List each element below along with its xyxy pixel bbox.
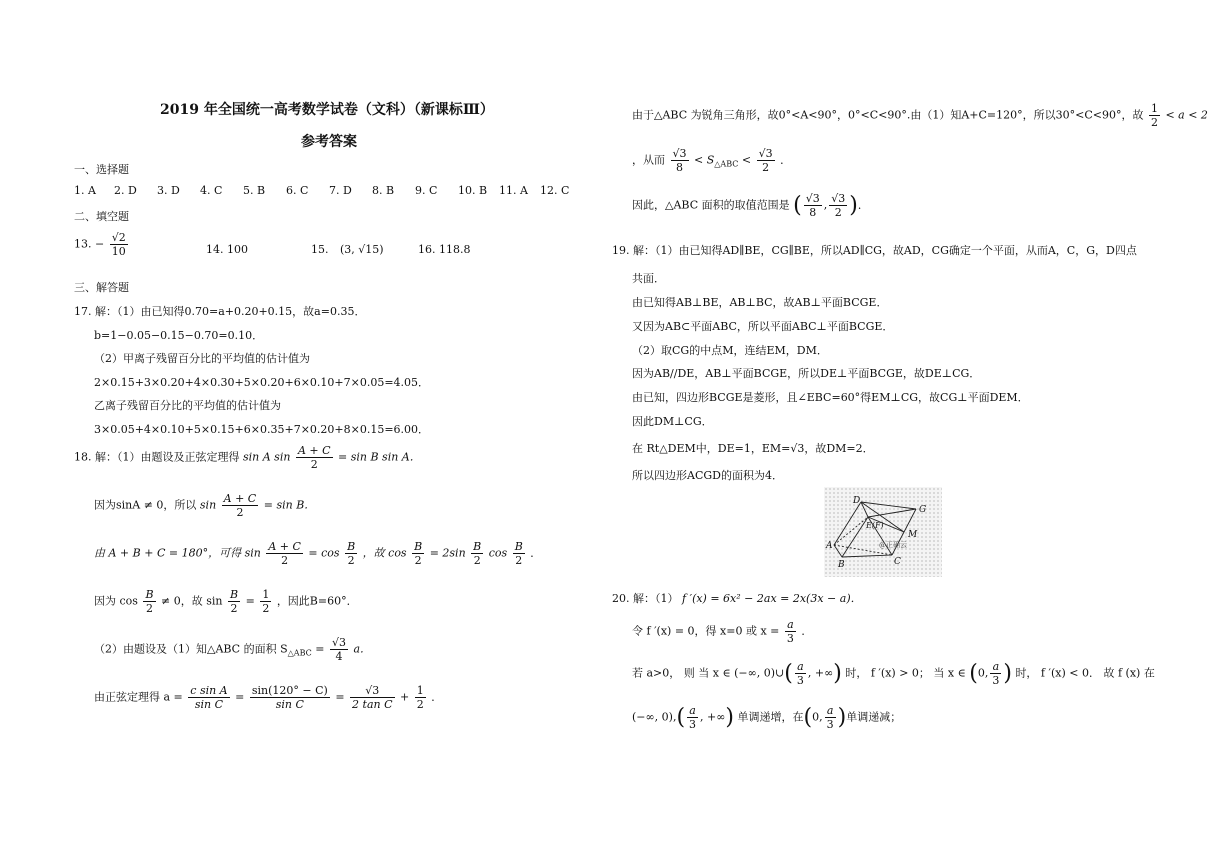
text: 因为 cos	[94, 594, 138, 608]
subscript: △ABC	[714, 159, 739, 169]
denominator: 2	[1150, 116, 1158, 129]
label-M: M	[908, 530, 918, 540]
numerator: a	[795, 660, 806, 674]
fraction	[188, 684, 229, 711]
math: sin	[244, 546, 261, 560]
q18-line-1	[74, 444, 421, 471]
numerator: √3	[831, 192, 846, 205]
text: 时， f ′(x) > 0； 当 x ∈	[845, 666, 966, 680]
mcq-answer: 1. A	[74, 184, 96, 197]
page-subtitle: 参考答案	[301, 134, 357, 150]
numerator: √3	[672, 147, 687, 160]
mcq-answer: 3. D	[157, 184, 180, 197]
right-paren: )	[1003, 661, 1012, 686]
math: = sin B sin A．	[338, 450, 421, 464]
text: 单调递增，在	[737, 710, 804, 724]
q19-line: 因为AB//DE，AB⊥平面BCGE，所以DE⊥平面BCGE，故DE⊥CG．	[632, 367, 981, 380]
numerator: a	[785, 618, 796, 632]
mcq-answer: 10. B	[458, 184, 488, 197]
text: ．	[780, 153, 792, 167]
text: ，从而	[632, 153, 665, 167]
page-title: 2019 年全国统一高考数学试卷（文科）（新课标Ⅲ）	[160, 102, 494, 118]
fraction	[471, 540, 483, 567]
math: < S	[694, 153, 715, 167]
right-paren: )	[725, 705, 735, 730]
numerator: B	[145, 588, 154, 601]
question-number: 15.	[311, 243, 329, 256]
label-EF: E(F)	[866, 521, 884, 530]
q17-line: 2×0.15+3×0.20+4×0.30+5×0.20+6×0.10+7×0.05=4.05．	[94, 376, 430, 389]
math: f ′(x) = 6x² − 2ax = 2x(3x − a)．	[682, 592, 862, 605]
denominator: 2	[230, 602, 238, 615]
text: , +∞	[700, 710, 726, 724]
mcq-answer: 11. A	[499, 184, 528, 197]
numerator: sin(120° − C)	[251, 684, 328, 697]
numerator: √3	[758, 147, 773, 160]
fraction	[110, 231, 128, 258]
label-G: G	[919, 505, 927, 515]
denominator: 3	[786, 632, 794, 645]
text: 单调递减；	[846, 710, 902, 724]
fraction	[990, 660, 1001, 687]
q17-line: 乙离子残留百分比的平均值的估计值为	[94, 399, 281, 412]
math: sin	[199, 498, 217, 512]
numerator: c sin A	[190, 684, 228, 697]
text: 由正弦定理得 a =	[94, 690, 183, 704]
fraction	[513, 540, 525, 567]
text: =	[311, 642, 325, 656]
text: =	[245, 594, 255, 608]
q18-line-5	[94, 636, 371, 663]
numerator: √3	[805, 192, 820, 205]
q19-line: 因此DM⊥CG．	[632, 415, 713, 428]
denominator: 2	[347, 554, 355, 567]
fraction	[687, 704, 698, 731]
numerator: B	[414, 540, 423, 553]
fill-answer-15	[311, 243, 384, 256]
geometry-diagram	[824, 487, 942, 577]
fill-answer-14: 14. 100	[206, 243, 248, 256]
text: +	[400, 690, 410, 704]
q19-line: 共面．	[632, 272, 665, 285]
denominator: 2	[236, 506, 244, 519]
math: cos	[488, 546, 508, 560]
minus-sign: −	[95, 237, 105, 251]
section-heading-fill: 二、填空题	[74, 210, 129, 223]
fill-answer-13	[74, 231, 130, 258]
text: ．	[801, 624, 813, 638]
denominator: 2	[414, 554, 422, 567]
right-paren: )	[849, 193, 858, 218]
text: ，因此B=60°．	[276, 594, 358, 608]
left-paren: (	[676, 705, 686, 730]
q20-line-4	[632, 704, 901, 731]
fraction	[143, 588, 155, 615]
q17-line: 3×0.05+4×0.10+5×0.15+6×0.35+7×0.20+8×0.15=6.00．	[94, 423, 430, 436]
numerator: 1	[416, 684, 424, 697]
text: =	[335, 690, 345, 704]
denominator: 4	[335, 650, 343, 663]
numerator: B	[347, 540, 356, 553]
fraction	[350, 684, 394, 711]
fraction	[1149, 102, 1160, 129]
left-paren: (	[969, 661, 978, 686]
mcq-answer: 6. C	[286, 184, 309, 197]
text: 时， f ′(x) < 0． 故 f (x) 在	[1015, 666, 1155, 680]
text: ．	[431, 690, 443, 704]
denominator: 2	[416, 698, 424, 711]
section-heading-solutions: 三、解答题	[74, 281, 129, 294]
denominator: 3	[689, 718, 697, 731]
denominator: 3	[796, 674, 804, 687]
text: 0,	[977, 666, 989, 680]
mcq-answer: 12. C	[540, 184, 570, 197]
q20-line-3	[632, 660, 1155, 687]
text: 18. 解：（1）由题设及正弦定理得	[74, 450, 240, 464]
right-paren: )	[837, 705, 847, 730]
answer-value: (3, √15)	[340, 243, 384, 256]
label-B: B	[838, 560, 845, 570]
denominator: 8	[676, 161, 683, 174]
text: 0,	[812, 710, 823, 724]
q18-line-6	[94, 684, 442, 711]
fraction	[804, 192, 822, 219]
r-line-1	[632, 102, 1208, 129]
denominator: 2	[762, 161, 770, 174]
numerator: A + C	[223, 492, 257, 505]
mcq-answer: 7. D	[329, 184, 352, 197]
denominator: sin C	[275, 698, 304, 711]
math: = sin B．	[263, 498, 316, 512]
denominator: 2	[281, 554, 289, 567]
q18-line-2	[94, 492, 315, 519]
denominator: 2	[834, 206, 842, 219]
denominator: 2	[262, 602, 270, 615]
denominator: 3	[992, 674, 1000, 687]
math: a．	[353, 642, 372, 656]
q19-line: 由已知得AB⊥BE，AB⊥BC，故AB⊥平面BCGE．	[632, 296, 888, 309]
denominator: 8	[809, 206, 817, 219]
r-line-2	[632, 147, 791, 174]
denominator: 10	[111, 245, 126, 258]
numerator: B	[473, 540, 482, 553]
math: ，故 cos	[362, 546, 407, 560]
text: 20. 解：（1）	[612, 592, 679, 605]
fraction	[825, 704, 836, 731]
mcq-answer: 8. B	[372, 184, 395, 197]
q17-line: b=1−0.05−0.15−0.70=0.10．	[94, 329, 264, 342]
numerator: A + C	[297, 444, 331, 457]
q17-line: 17. 解：（1）由已知得0.70=a+0.20+0.15，故a=0.35．	[74, 305, 366, 318]
denominator: 2	[310, 458, 318, 471]
r-line-3: 因此，△ABC 面积的取值范围是 ( $\frac{√3}{8}$ , $\frac{√3}{2}$ )．	[632, 192, 869, 219]
numerator: a	[825, 704, 836, 718]
q20-line-1	[612, 590, 862, 606]
mcq-answer: 2. D	[114, 184, 137, 197]
watermark: @正确云	[879, 541, 907, 549]
text: 因此，△ABC 面积的取值范围是	[632, 198, 790, 212]
fraction	[266, 540, 303, 567]
fraction	[260, 588, 271, 615]
text: ．	[530, 546, 542, 560]
q19-line: （2）取CG的中点M，连结EM，DM．	[632, 344, 828, 357]
q19-line: 由已知，四边形BCGE是菱形，且∠EBC=60°得EM⊥CG，故CG⊥平面DEM．	[632, 391, 1029, 404]
q19-line: 在 Rt△DEM中，DE=1，EM=√3，故DM=2．	[632, 442, 874, 455]
numerator: √2	[111, 231, 126, 244]
text: ≠ 0，故 sin	[161, 594, 223, 608]
mcq-answer: 5. B	[243, 184, 266, 197]
fraction	[296, 444, 333, 471]
fraction	[330, 636, 348, 663]
denominator: 2 tan C	[352, 698, 393, 711]
fill-answer-16: 16. 118.8	[418, 243, 471, 256]
label-C: C	[894, 557, 901, 567]
numerator: √3	[331, 636, 346, 649]
fraction	[412, 540, 424, 567]
text: , +∞	[807, 666, 834, 680]
q18-line-3	[94, 540, 541, 567]
q20-line-2	[632, 618, 812, 645]
text: (−∞, 0),	[632, 710, 677, 724]
math: = 2sin	[429, 546, 466, 560]
numerator: 1	[1150, 102, 1158, 115]
text: <	[741, 153, 752, 167]
math: sin A sin	[243, 450, 291, 464]
numerator: √3	[350, 684, 394, 698]
numerator: a	[687, 704, 698, 718]
geometry-figure	[824, 487, 942, 577]
text: 若 a>0， 则 当 x ∈ (−∞, 0)∪	[632, 666, 785, 680]
fraction	[222, 492, 259, 519]
text: （2）由题设及（1）知△ABC 的面积 S	[94, 642, 288, 656]
left-paren: (	[803, 705, 813, 730]
fraction	[757, 147, 775, 174]
text: 由 A + B + C = 180°，可得	[94, 546, 242, 560]
text: 因为sinA ≠ 0，所以	[94, 498, 197, 512]
numerator: a	[990, 660, 1001, 674]
mcq-answer: 4. C	[200, 184, 223, 197]
numerator: 1	[262, 588, 270, 601]
fraction	[415, 684, 426, 711]
denominator: 2	[515, 554, 523, 567]
fraction	[250, 684, 330, 711]
q17-line: （2）甲离子残留百分比的平均值的估计值为	[94, 352, 310, 365]
numerator: B	[514, 540, 523, 553]
denominator: sin C	[194, 698, 224, 711]
subscript: △ABC	[287, 648, 312, 658]
text: 令 f ′(x) = 0，得 x=0 或 x =	[632, 624, 780, 638]
fraction	[671, 147, 689, 174]
text: ．	[857, 198, 869, 212]
section-heading-choice: 一、选择题	[74, 163, 129, 176]
fraction	[785, 618, 796, 645]
label-D: D	[853, 496, 861, 506]
denominator: 3	[826, 718, 834, 731]
denominator: 2	[473, 554, 481, 567]
fraction	[345, 540, 357, 567]
left-paren: (	[784, 661, 793, 686]
math: < a < 2	[1165, 108, 1208, 122]
numerator: A + C	[268, 540, 301, 553]
mcq-answer: 9. C	[415, 184, 438, 197]
right-paren: )	[833, 661, 842, 686]
q19-line: 又因为AB⊂平面ABC，所以平面ABC⊥平面BCGE．	[632, 320, 894, 333]
label-A: A	[826, 541, 833, 551]
question-number: 13.	[74, 237, 92, 251]
denominator: 2	[145, 602, 153, 615]
left-paren: (	[793, 193, 802, 218]
q19-line: 所以四边形ACGD的面积为4．	[632, 469, 783, 482]
text: 由于△ABC 为锐角三角形，故0°<A<90°，0°<C<90°.由（1）知A+C=120°，所以30°<C<90°，故	[632, 108, 1144, 122]
q19-line: 19. 解：（1）由已知得AD∥BE，CG∥BE，所以AD∥CG，故AD，CG确定一个平面，从而A，C，G，D四点	[612, 244, 1137, 257]
numerator: B	[230, 588, 239, 601]
math: = cos	[308, 546, 340, 560]
fraction	[795, 660, 806, 687]
fraction	[829, 192, 847, 219]
text: =	[235, 690, 245, 704]
q18-line-4	[94, 588, 358, 615]
fraction	[228, 588, 240, 615]
